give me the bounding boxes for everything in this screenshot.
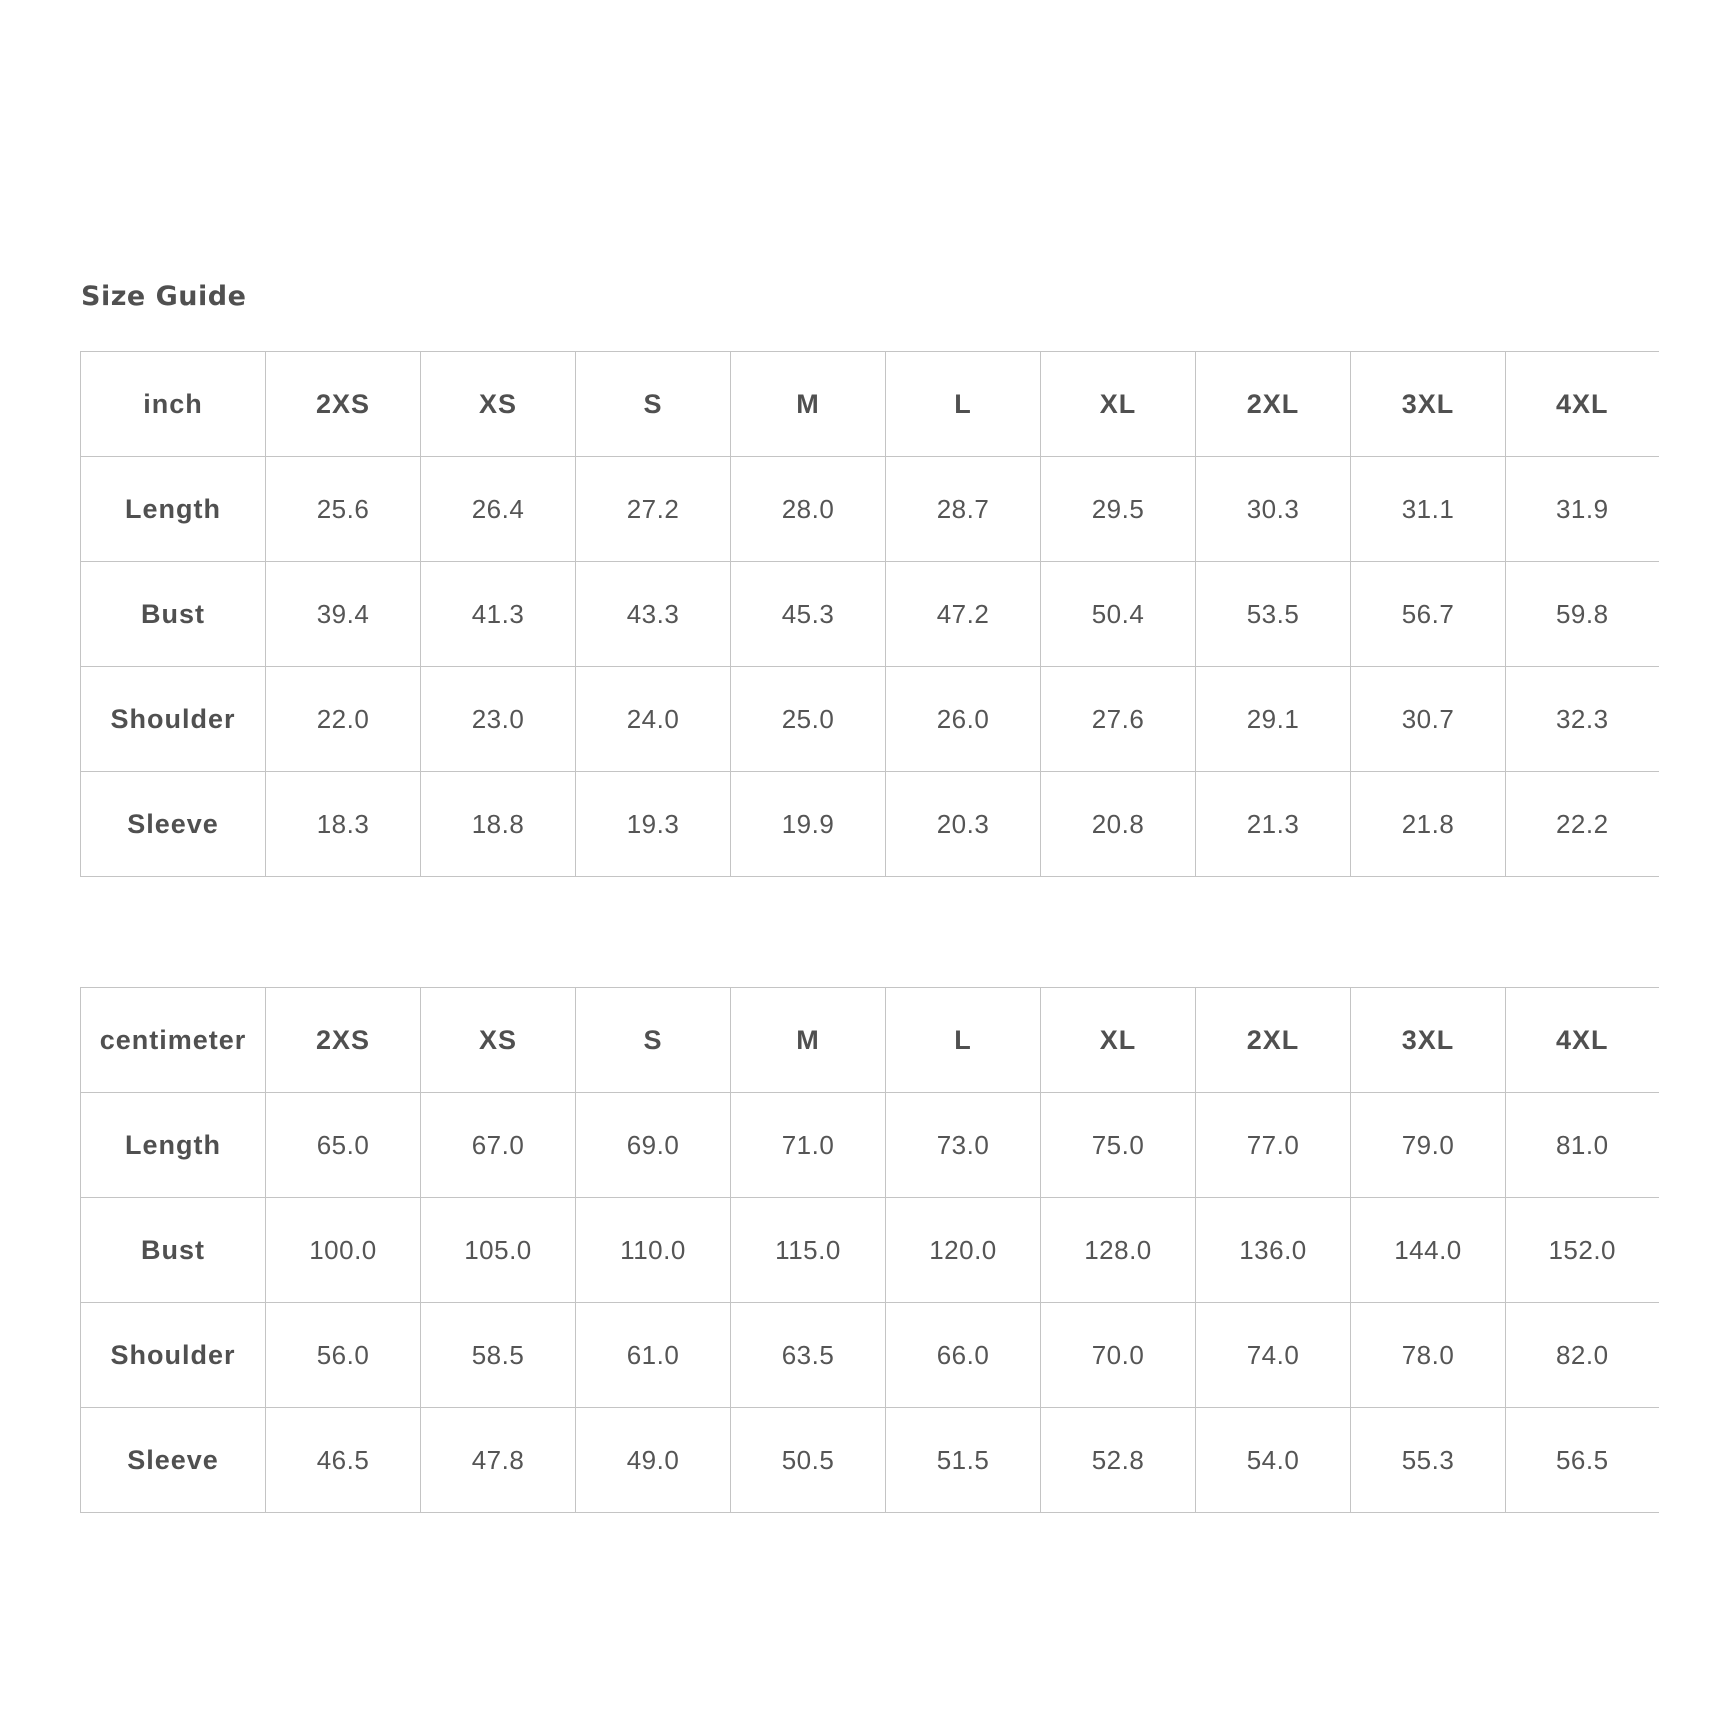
measurement-value-cell: 56.7: [1351, 562, 1506, 667]
measurement-value-cell: 29.1: [1196, 667, 1351, 772]
measurement-value-cell: 78.0: [1351, 1303, 1506, 1408]
measurement-value-cell: 61.0: [576, 1303, 731, 1408]
measurement-value-cell: 29.5: [1041, 457, 1196, 562]
measurement-value-cell: 66.0: [886, 1303, 1041, 1408]
size-header-cell: XL: [1041, 352, 1196, 457]
size-table-centimeter: [80, 987, 1659, 1513]
measurement-label-cell: Bust: [81, 1198, 266, 1303]
measurement-value-cell: 82.0: [1506, 1303, 1659, 1408]
size-table-inch: [80, 351, 1659, 877]
measurement-value-cell: 58.5: [421, 1303, 576, 1408]
measurement-value-cell: 21.3: [1196, 772, 1351, 877]
measurement-value-cell: 31.9: [1506, 457, 1659, 562]
measurement-value-cell: 63.5: [731, 1303, 886, 1408]
measurement-value-cell: 41.3: [421, 562, 576, 667]
measurement-value-cell: 54.0: [1196, 1408, 1351, 1513]
size-header-cell: L: [886, 352, 1041, 457]
measurement-value-cell: 52.8: [1041, 1408, 1196, 1513]
measurement-value-cell: 28.0: [731, 457, 886, 562]
table-row: [81, 1303, 1659, 1408]
measurement-value-cell: 49.0: [576, 1408, 731, 1513]
measurement-label-cell: Sleeve: [81, 772, 266, 877]
measurement-value-cell: 144.0: [1351, 1198, 1506, 1303]
size-header-cell: M: [731, 988, 886, 1093]
size-header-cell: 2XL: [1196, 352, 1351, 457]
measurement-value-cell: 100.0: [266, 1198, 421, 1303]
measurement-value-cell: 56.0: [266, 1303, 421, 1408]
table-row: [81, 1093, 1659, 1198]
measurement-value-cell: 136.0: [1196, 1198, 1351, 1303]
measurement-value-cell: 24.0: [576, 667, 731, 772]
measurement-label-cell: Length: [81, 457, 266, 562]
measurement-value-cell: 120.0: [886, 1198, 1041, 1303]
measurement-value-cell: 46.5: [266, 1408, 421, 1513]
measurement-value-cell: 50.4: [1041, 562, 1196, 667]
measurement-value-cell: 21.8: [1351, 772, 1506, 877]
measurement-value-cell: 81.0: [1506, 1093, 1659, 1198]
table-header-row: [81, 352, 1659, 457]
size-header-cell: M: [731, 352, 886, 457]
measurement-value-cell: 77.0: [1196, 1093, 1351, 1198]
measurement-value-cell: 65.0: [266, 1093, 421, 1198]
measurement-value-cell: 110.0: [576, 1198, 731, 1303]
measurement-value-cell: 59.8: [1506, 562, 1659, 667]
measurement-label-cell: Shoulder: [81, 1303, 266, 1408]
measurement-value-cell: 27.6: [1041, 667, 1196, 772]
table-row: [81, 772, 1659, 877]
measurement-value-cell: 74.0: [1196, 1303, 1351, 1408]
measurement-value-cell: 23.0: [421, 667, 576, 772]
size-header-cell: XL: [1041, 988, 1196, 1093]
measurement-label-cell: Length: [81, 1093, 266, 1198]
table-row: [81, 1408, 1659, 1513]
unit-header-cell: inch: [81, 352, 266, 457]
size-header-cell: 2XL: [1196, 988, 1351, 1093]
measurement-value-cell: 71.0: [731, 1093, 886, 1198]
measurement-value-cell: 105.0: [421, 1198, 576, 1303]
measurement-value-cell: 39.4: [266, 562, 421, 667]
table-row: [81, 562, 1659, 667]
measurement-value-cell: 51.5: [886, 1408, 1041, 1513]
measurement-value-cell: 70.0: [1041, 1303, 1196, 1408]
table-row: [81, 457, 1659, 562]
size-header-cell: 4XL: [1506, 352, 1659, 457]
measurement-value-cell: 128.0: [1041, 1198, 1196, 1303]
measurement-value-cell: 69.0: [576, 1093, 731, 1198]
size-header-cell: 2XS: [266, 988, 421, 1093]
measurement-value-cell: 28.7: [886, 457, 1041, 562]
size-header-cell: S: [576, 352, 731, 457]
size-header-cell: 3XL: [1351, 352, 1506, 457]
measurement-value-cell: 26.0: [886, 667, 1041, 772]
page-title: Size Guide: [81, 281, 247, 312]
size-header-cell: S: [576, 988, 731, 1093]
measurement-value-cell: 43.3: [576, 562, 731, 667]
size-header-cell: 3XL: [1351, 988, 1506, 1093]
measurement-value-cell: 27.2: [576, 457, 731, 562]
table-header-row: [81, 988, 1659, 1093]
measurement-value-cell: 55.3: [1351, 1408, 1506, 1513]
measurement-value-cell: 47.8: [421, 1408, 576, 1513]
size-header-cell: XS: [421, 352, 576, 457]
measurement-value-cell: 22.2: [1506, 772, 1659, 877]
measurement-value-cell: 30.3: [1196, 457, 1351, 562]
measurement-value-cell: 32.3: [1506, 667, 1659, 772]
measurement-value-cell: 26.4: [421, 457, 576, 562]
table-row: [81, 1198, 1659, 1303]
measurement-value-cell: 73.0: [886, 1093, 1041, 1198]
measurement-value-cell: 79.0: [1351, 1093, 1506, 1198]
measurement-label-cell: Sleeve: [81, 1408, 266, 1513]
measurement-value-cell: 31.1: [1351, 457, 1506, 562]
measurement-value-cell: 56.5: [1506, 1408, 1659, 1513]
size-header-cell: 2XS: [266, 352, 421, 457]
measurement-value-cell: 25.0: [731, 667, 886, 772]
measurement-value-cell: 18.8: [421, 772, 576, 877]
measurement-value-cell: 50.5: [731, 1408, 886, 1513]
measurement-value-cell: 45.3: [731, 562, 886, 667]
measurement-value-cell: 152.0: [1506, 1198, 1659, 1303]
measurement-value-cell: 18.3: [266, 772, 421, 877]
measurement-value-cell: 115.0: [731, 1198, 886, 1303]
measurement-value-cell: 53.5: [1196, 562, 1351, 667]
measurement-value-cell: 20.3: [886, 772, 1041, 877]
measurement-value-cell: 19.9: [731, 772, 886, 877]
measurement-value-cell: 67.0: [421, 1093, 576, 1198]
measurement-value-cell: 22.0: [266, 667, 421, 772]
measurement-value-cell: 75.0: [1041, 1093, 1196, 1198]
measurement-value-cell: 47.2: [886, 562, 1041, 667]
measurement-value-cell: 30.7: [1351, 667, 1506, 772]
unit-header-cell: centimeter: [81, 988, 266, 1093]
measurement-value-cell: 25.6: [266, 457, 421, 562]
measurement-value-cell: 20.8: [1041, 772, 1196, 877]
measurement-label-cell: Shoulder: [81, 667, 266, 772]
size-header-cell: XS: [421, 988, 576, 1093]
measurement-value-cell: 19.3: [576, 772, 731, 877]
size-header-cell: L: [886, 988, 1041, 1093]
measurement-label-cell: Bust: [81, 562, 266, 667]
size-header-cell: 4XL: [1506, 988, 1659, 1093]
table-row: [81, 667, 1659, 772]
